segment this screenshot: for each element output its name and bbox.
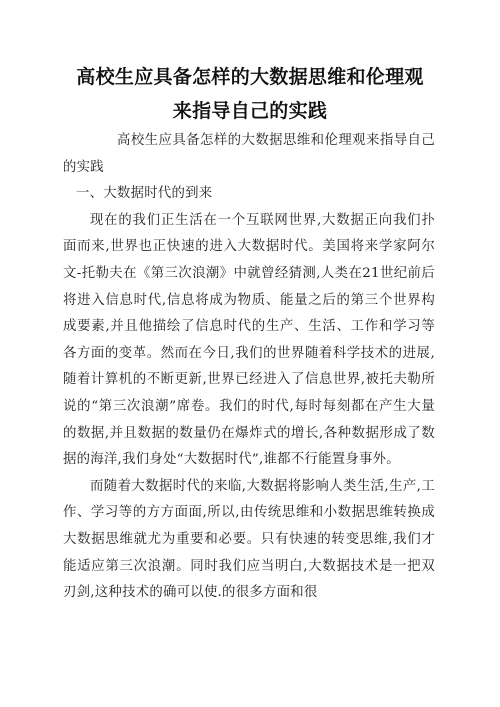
section-heading: 一、大数据时代的到来 xyxy=(76,186,213,202)
document-body xyxy=(63,128,435,607)
title-line-2: 来指导自己的实践 xyxy=(172,100,328,122)
subtitle-paragraph: 高校生应具备怎样的大数据思维和伦理观来指导自己的实践 xyxy=(63,133,435,175)
body-paragraph-2: 而随着大数据时代的来临,大数据将影响人类生活,生产,工作、学习等的方方面面,所以,由传统思维和小数据思维转换成大数据思维就尤为重要和必要。只有快速的转变思维,我们才能适应第三次浪潮。同时我们应当明白,大数据技术是一把双刃剑,这种技术的确可以使.的很多方面和很 xyxy=(63,478,435,601)
title-line-1: 高校生应具备怎样的大数据思维和伦理观 xyxy=(76,66,424,88)
document-title xyxy=(60,60,440,128)
body-paragraph-1: 现在的我们正生活在一个互联网世界,大数据正向我们扑面而来,世界也正快速的进入大数据时代。美国将来学家阿尔文-托勒夫在《第三次浪潮》中就曾经猜测,人类在21世纪前后将进入信息时代,信息将成为物质、能量之后的第三个世界构成要素,并且他描绘了信息时代的生产、生活、工作和学习等各方面的变革。然而在今日,我们的世界随着科学技术的进展,随着计算机的不断更新,世界已经进入了信息世界,被托夫勒所说的“第三次浪潮”席卷。我们的时代,每时每刻都在产生大量的数据,并且数据的数量仍在爆炸式的增长,各种数据形成了数据的海洋,我们身处“大数据时代”,谁都不行能置身事外。 xyxy=(63,212,435,468)
